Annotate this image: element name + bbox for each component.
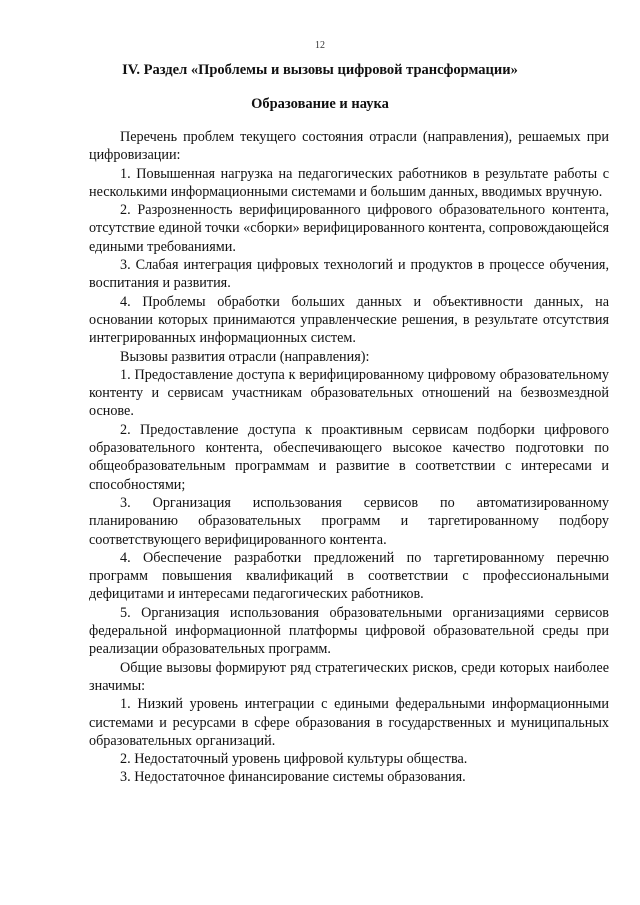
paragraph-intro-risks: Общие вызовы формируют ряд стратегических рисков, среди которых наиболее значимы: <box>89 659 609 694</box>
paragraph-challenge-1: 1. Предоставление доступа к верифицированному цифровому образовательному контенту и сервисам участникам образовательных отношений на безвозмездной основе. <box>89 366 609 420</box>
document-body <box>89 128 609 787</box>
paragraph-problem-3: 3. Слабая интеграция цифровых технологий и продуктов в процессе обучения, воспитания и развития. <box>89 257 609 292</box>
section-title: IV. Раздел «Проблемы и вызовы цифровой трансформации» <box>122 62 518 78</box>
section-subtitle: Образование и наука <box>251 96 389 112</box>
paragraph-risk-2: 2. Недостаточный уровень цифровой культуры общества. <box>120 751 468 768</box>
paragraph-risk-3: 3. Недостаточное финансирование системы образования. <box>120 769 466 786</box>
paragraph-problem-1: 1. Повышенная нагрузка на педагогических работников в результате работы с несколькими информационными системами и большим данных, вводимых вручную. <box>89 165 609 200</box>
paragraph-problem-2: 2. Разрозненность верифицированного цифрового образовательного контента, отсутствие единой точки «сборки» верифицированного контента, сопровождающейся едиными требованиями. <box>89 202 609 255</box>
paragraph-intro-challenges: Вызовы развития отрасли (направления): <box>120 348 370 365</box>
paragraph-challenge-4: 4. Обеспечение разработки предложений по таргетированному перечню программ повышения квалификаций в соответствии с профессиональными дефицитами и интересами педагогических работников. <box>89 549 609 603</box>
paragraph-challenge-2: 2. Предоставление доступа к проактивным сервисам подборки цифрового образовательного контента, обеспечивающего высокое качество подготовки по общеобразовательным программам и развитие в соответствии с интересами и способностями; <box>89 421 609 493</box>
paragraph-intro-problems: Перечень проблем текущего состояния отрасли (направления), решаемых при цифровизации: <box>89 129 609 164</box>
page-number: 12 <box>315 40 325 51</box>
paragraph-risk-1: 1. Низкий уровень интеграции с едиными федеральными информационными системами и ресурсами в сфере образования в государственных и муниципальных образовательных организаций. <box>89 696 609 749</box>
paragraph-challenge-3: 3. Организация использования сервисов по автоматизированному планированию образовательных программ и таргетированному подбору соответствующего верифицированного контента. <box>89 494 609 548</box>
paragraph-challenge-5: 5. Организация использования образовательными организациями сервисов федеральной информационной платформы цифровой образовательной среды при реализации образовательных программ. <box>89 604 609 658</box>
paragraph-problem-4: 4. Проблемы обработки больших данных и объективности данных, на основании которых принимаются управленческие решения, в результате отсутствия интегрированных информационных систем. <box>89 293 609 347</box>
